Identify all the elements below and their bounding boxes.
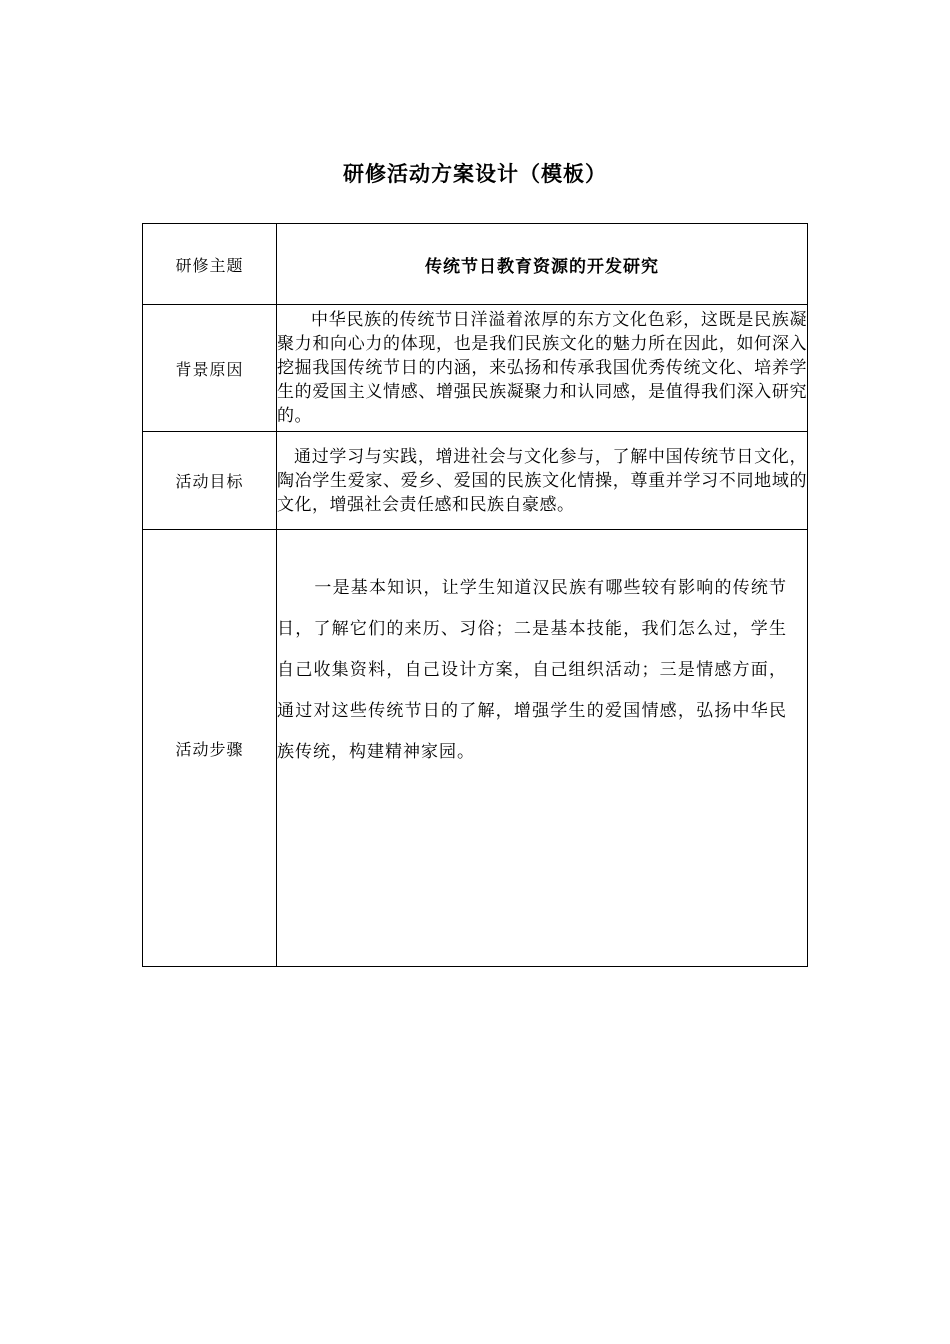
goal-text: 通过学习与实践，增进社会与文化参与，了解中国传统节日文化，陶冶学生爱家、爱乡、爱国的民族文化情操，尊重并学习不同地域的文化，增强社会责任感和民族自豪感。 <box>277 446 807 515</box>
label-background: 背景原因 <box>143 305 277 432</box>
content-steps-cell <box>277 530 808 967</box>
content-topic-cell <box>277 224 808 305</box>
steps-text: 一是基本知识，让学生知道汉民族有哪些较有影响的传统节日，了解它们的来历、习俗；二是基本技能，我们怎么过，学生自己收集资料，自己设计方案，自己组织活动；三是情感方面，通过对这些传统节日的了解，增强学生的爱国情感，弘扬中华民族传统，构建精神家园。 <box>277 578 787 762</box>
table-row-background <box>143 305 808 432</box>
table-row-goal <box>143 432 808 530</box>
background-text: 中华民族的传统节日洋溢着浓厚的东方文化色彩，这既是民族凝聚力和向心力的体现，也是我们民族文化的魅力所在因此，如何深入挖掘我国传统节日的内涵，来弘扬和传承我国优秀传统文化、培养学生的爱国主义情感、增强民族凝聚力和认同感，是值得我们深入研究的。 <box>277 310 807 426</box>
page-title: 研修活动方案设计（模板） <box>343 162 607 186</box>
label-topic: 研修主题 <box>143 224 277 305</box>
table-row-steps <box>143 530 808 967</box>
content-background-cell <box>277 305 808 432</box>
table-row-topic <box>143 224 808 305</box>
content-goal-cell <box>277 432 808 530</box>
activity-plan-table <box>142 223 808 967</box>
label-steps: 活动步骤 <box>143 530 277 967</box>
topic-text: 传统节日教育资源的开发研究 <box>425 256 659 277</box>
label-goal: 活动目标 <box>143 432 277 530</box>
